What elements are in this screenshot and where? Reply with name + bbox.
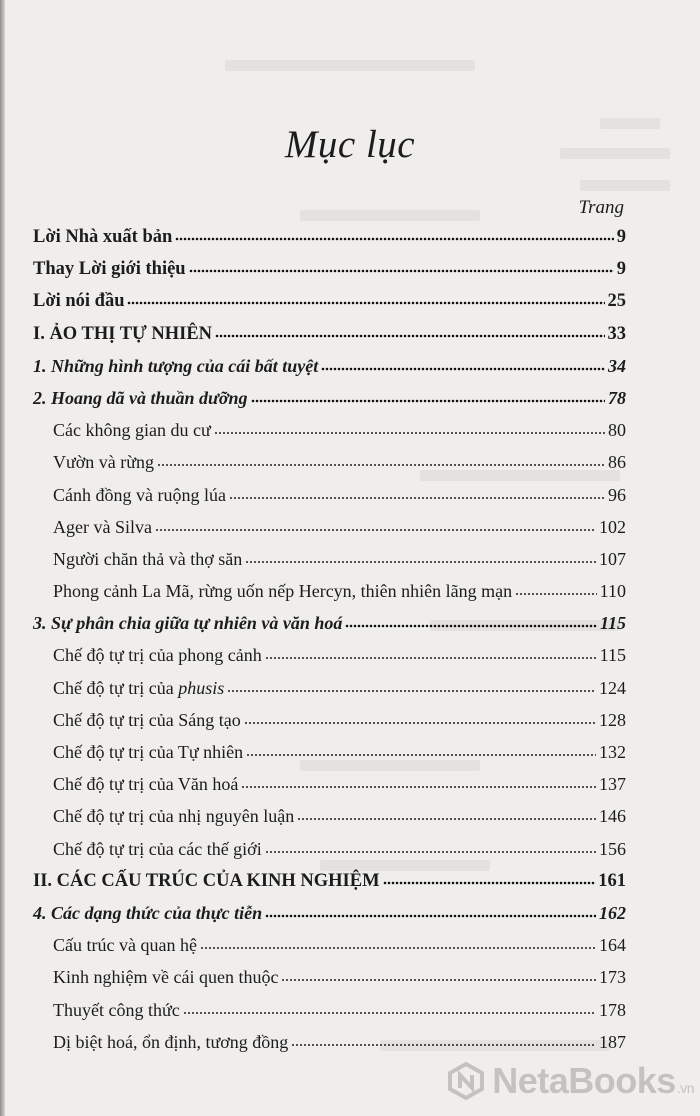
dot-leader [229, 496, 605, 500]
toc-entry [33, 871, 626, 903]
toc-entry-page: 137 [599, 774, 626, 795]
toc-entry [33, 613, 626, 645]
toc-entry-title: Kinh nghiệm về cái quen thuộc [53, 967, 279, 988]
watermark [446, 1060, 694, 1102]
toc-entry-page: 187 [599, 1031, 626, 1052]
toc-entry [33, 806, 626, 838]
toc-entry-title: Dị biệt hoá, ổn định, tương đồng [53, 1031, 289, 1052]
toc-entry [33, 324, 626, 356]
toc-entry-page: 78 [608, 387, 626, 408]
dot-leader [227, 689, 596, 693]
toc-entry [33, 291, 626, 323]
dot-leader [291, 1043, 596, 1047]
toc-entry-title: Chế độ tự trị của nhị nguyên luận [53, 806, 295, 827]
toc-entry-title: Cánh đồng và ruộng lúa [53, 484, 226, 505]
toc-entry-title: Phong cảnh La Mã, rừng uốn nếp Hercyn, thiên nhiên lãng mạn [53, 581, 513, 602]
toc-entry-title: 2. Hoang dã và thuần dưỡng [33, 387, 248, 408]
toc-entry [33, 227, 626, 259]
page-edge-shadow [0, 0, 5, 1116]
toc-entry-title: 4. Các dạng thức của thực tiễn [33, 902, 263, 923]
toc-entry-page: 132 [599, 742, 626, 762]
toc-entry [33, 485, 626, 517]
toc-entry-page: 164 [599, 935, 626, 956]
netabooks-logo-icon [446, 1061, 486, 1101]
dot-leader [265, 656, 597, 660]
toc-entry-page: 156 [599, 838, 626, 859]
toc-entry [33, 710, 626, 742]
dot-leader [345, 624, 597, 628]
toc-entry-title: Người chăn thả và thợ săn [53, 548, 243, 569]
table-of-contents [33, 227, 626, 1064]
toc-entry [33, 1000, 626, 1032]
toc-entry-title: 1. Những hình tượng của cái bất tuyệt [33, 355, 319, 376]
toc-entry-page: 33 [607, 323, 626, 344]
toc-entry-page: 25 [607, 291, 626, 312]
dot-leader [127, 301, 604, 305]
dot-leader [246, 753, 596, 757]
dot-leader [321, 367, 605, 371]
dot-leader [215, 334, 604, 338]
dot-leader [265, 850, 596, 854]
dot-leader [265, 914, 596, 918]
toc-entry-page: 80 [608, 420, 626, 441]
toc-entry-title: Chế độ tự trị của phusis [53, 677, 225, 698]
toc-entry [33, 549, 626, 581]
toc-entry [33, 356, 626, 388]
toc-entry-page: 115 [599, 645, 626, 666]
dot-leader [214, 431, 605, 435]
toc-entry-page: 162 [599, 902, 626, 923]
toc-entry [33, 645, 626, 677]
toc-entry [33, 903, 626, 935]
dot-leader [200, 946, 596, 950]
page-title: Mục lục [284, 123, 416, 166]
toc-entry-title: Vườn và rừng [53, 452, 155, 473]
toc-entry-page: 102 [599, 516, 626, 537]
dot-leader [251, 399, 606, 403]
dot-leader [183, 1011, 596, 1015]
dot-leader [297, 817, 596, 821]
toc-entry [33, 388, 626, 420]
toc-entry-page: 146 [599, 806, 626, 827]
dot-leader [189, 269, 614, 273]
dot-leader [383, 881, 596, 885]
toc-entry [33, 678, 626, 710]
toc-entry-page: 86 [608, 452, 626, 473]
toc-entry [33, 420, 626, 452]
toc-entry-title: Cấu trúc và quan hệ [53, 935, 197, 956]
toc-entry-page: 128 [599, 709, 626, 730]
toc-entry [33, 839, 626, 871]
toc-entry [33, 967, 626, 999]
dot-leader [281, 978, 596, 982]
toc-entry-page: 34 [608, 355, 626, 376]
toc-entry-title: Chế độ tự trị của Tự nhiên [53, 742, 244, 762]
dot-leader [245, 560, 596, 564]
toc-entry [33, 935, 626, 967]
toc-entry-title: Các không gian du cư [53, 420, 211, 441]
toc-entry-page: 173 [599, 967, 626, 988]
toc-entry-title: I. ẢO THỊ TỰ NHIÊN [33, 323, 213, 344]
toc-entry-page: 96 [608, 484, 626, 505]
watermark-suffix: .vn [676, 1080, 694, 1096]
dot-leader [175, 237, 613, 241]
toc-entry-title: Thuyết công thức [53, 999, 180, 1020]
dot-leader [244, 721, 596, 725]
page-column-label: Trang [578, 197, 624, 218]
toc-entry-page: 110 [599, 581, 626, 602]
toc-entry [33, 581, 626, 613]
toc-entry [33, 259, 626, 291]
toc-entry-title: Lời nói đầu [33, 291, 125, 312]
toc-entry [33, 774, 626, 806]
toc-entry-title: Lời Nhà xuất bản [33, 227, 173, 247]
toc-entry-title: 3. Sự phân chia giữa tự nhiên và văn hoá [33, 613, 343, 634]
toc-entry-title: Chế độ tự trị của phong cảnh [53, 645, 262, 666]
dot-leader [515, 592, 597, 596]
toc-entry [33, 517, 626, 549]
toc-entry-page: 124 [599, 677, 626, 698]
toc-entry-title: II. CÁC CẤU TRÚC CỦA KINH NGHIỆM [33, 870, 380, 891]
dot-leader [155, 528, 596, 532]
toc-entry-title: Chế độ tự trị của Văn hoá [53, 774, 239, 795]
dot-leader [157, 463, 605, 467]
toc-entry-page: 115 [599, 613, 626, 634]
toc-entry-page: 9 [616, 259, 626, 280]
dot-leader [241, 785, 596, 789]
watermark-brand: NetaBooks [492, 1060, 676, 1101]
toc-entry-page: 161 [598, 870, 626, 891]
toc-entry-title: Chế độ tự trị của các thế giới [53, 838, 262, 859]
toc-entry-title: Thay Lời giới thiệu [33, 259, 186, 280]
toc-entry-page: 9 [616, 227, 626, 247]
toc-entry-title: Chế độ tự trị của Sáng tạo [53, 709, 241, 730]
toc-entry [33, 452, 626, 484]
toc-entry [33, 742, 626, 774]
toc-entry-title: Ager và Silva [53, 516, 152, 537]
toc-entry-page: 178 [599, 999, 626, 1020]
toc-entry-page: 107 [599, 548, 626, 569]
